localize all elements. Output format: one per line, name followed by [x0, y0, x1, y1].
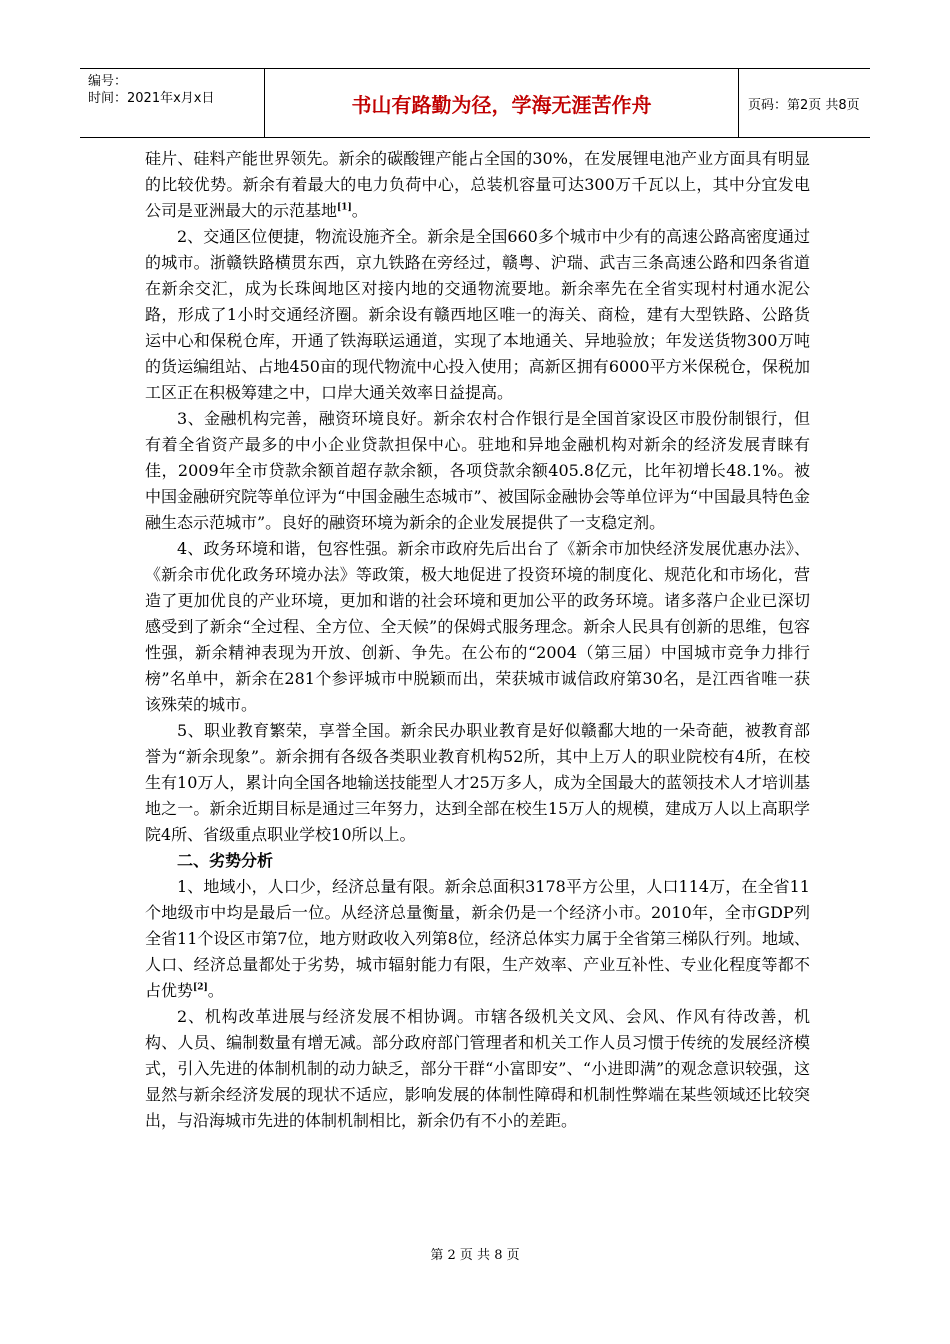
header-motto: 书山有路勤为径，学海无涯苦作舟 [265, 69, 739, 137]
header-page-label: 页码：第2页 共8页 [748, 97, 860, 113]
paragraph: 4、政务环境和谐，包容性强。新余市政府先后出台了《新余市加快经济发展优惠办法》、《新余市优化政务环境办法》等政策，极大地促进了投资环境的制度化、规范化和市场化，营造了更加优良的产业环境，更加和谐的社会环境和更加公平的政务环境。诸多落户企业已深切感受到了新余“全过程、全方位、全天候”的保姆式服务理念。新余人民具有创新的思维，包容性强，新余精神表现为开放、创新、争先。在公布的“2004（第三届）中国城市竞争力排行榜”名单中，新余在281个参评城市中脱颖而出，荣获城市诚信政府第30名，是江西省唯一获该殊荣的城市。 [145, 539, 810, 714]
document-body [145, 146, 810, 1134]
document-time-label: 时间：2021年x月x日 [88, 91, 215, 106]
footnote-ref: [1] [337, 202, 352, 213]
paragraph: 2、交通区位便捷，物流设施齐全。新余是全国660多个城市中少有的高速公路高密度通过的城市。浙赣铁路横贯东西，京九铁路在旁经过，赣粤、沪瑞、武吉三条高速公路和四条省道在新余交汇，成为长珠闽地区对接内地的交通物流要地。新余率先在全省实现村村通水泥公路，形成了1小时交通经济圈。新余设有赣西地区唯一的海关、商检，建有大型铁路、公路货运中心和保税仓库，开通了铁海联运通道，实现了本地通关、异地验放；年发送货物300万吨的货运编组站、占地450亩的现代物流中心投入使用；高新区拥有6000平方米保税仓，保税加工区正在积极筹建之中，口岸大通关效率日益提高。 [145, 227, 810, 402]
header-meta-cell [80, 69, 265, 137]
page-header [80, 68, 870, 138]
footnote-ref: [2] [193, 982, 208, 993]
paragraph: 3、金融机构完善，融资环境良好。新余农村合作银行是全国首家设区市股份制银行，但有着全省资产最多的中小企业贷款担保中心。驻地和异地金融机构对新余的经济发展青睐有佳，2009年全市贷款余额首超存款余额，各项贷款余额405.8亿元，比年初增长48.1%。被中国金融研究院等单位评为“中国金融生态城市”、被国际金融协会等单位评为“中国最具特色金融生态示范城市”。良好的融资环境为新余的企业发展提供了一支稳定剂。 [145, 409, 810, 532]
paragraph: 2、机构改革进展与经济发展不相协调。市辖各级机关文风、会风、作风有待改善，机构、人员、编制数量有增无减。部分政府部门管理者和机关工作人员习惯于传统的发展经济模式，引入先进的体制机制的动力缺乏，部分干群“小富即安”、“小进即满”的观念意识较强，这显然与新余经济发展的现状不适应，影响发展的体制性障碍和机制性弊端在某些领域还比较突出，与沿海城市先进的体制机制相比，新余仍有不小的差距。 [145, 1007, 810, 1130]
page-footer: 第 2 页 共 8 页 [430, 1248, 520, 1263]
paragraph: 硅片、硅料产能世界领先。新余的碳酸锂产能占全国的30%，在发展锂电池产业方面具有明显的比较优势。新余有着最大的电力负荷中心，总装机容量可达300万千瓦以上，其中分宜发电公司是亚洲最大的示范基地[1]。 [145, 149, 810, 220]
section-heading: 二、劣势分析 [177, 851, 274, 870]
document-number-label: 编号： [88, 74, 128, 89]
paragraph: 1、地域小，人口少，经济总量有限。新余总面积3178平方公里，人口114万，在全省11个地级市中均是最后一位。从经济总量衡量，新余仍是一个经济小市。2010年，全市GDP列全省11个设区市第7位，地方财政收入列第8位，经济总体实力属于全省第三梯队行列。地域、人口、经济总量都处于劣势，城市辐射能力有限，生产效率、产业互补性、专业化程度等都不占优势[2]。 [145, 877, 810, 1000]
paragraph: 5、职业教育繁荣，享誉全国。新余民办职业教育是好似赣鄱大地的一朵奇葩，被教育部誉为“新余现象”。新余拥有各级各类职业教育机构52所，其中上万人的职业院校有4所，在校生有10万人，累计向全国各地输送技能型人才25万多人，成为全国最大的蓝领技术人才培训基地之一。新余近期目标是通过三年努力，达到全部在校生15万人的规模，建成万人以上高职学院4所、省级重点职业学校10所以上。 [145, 721, 810, 844]
